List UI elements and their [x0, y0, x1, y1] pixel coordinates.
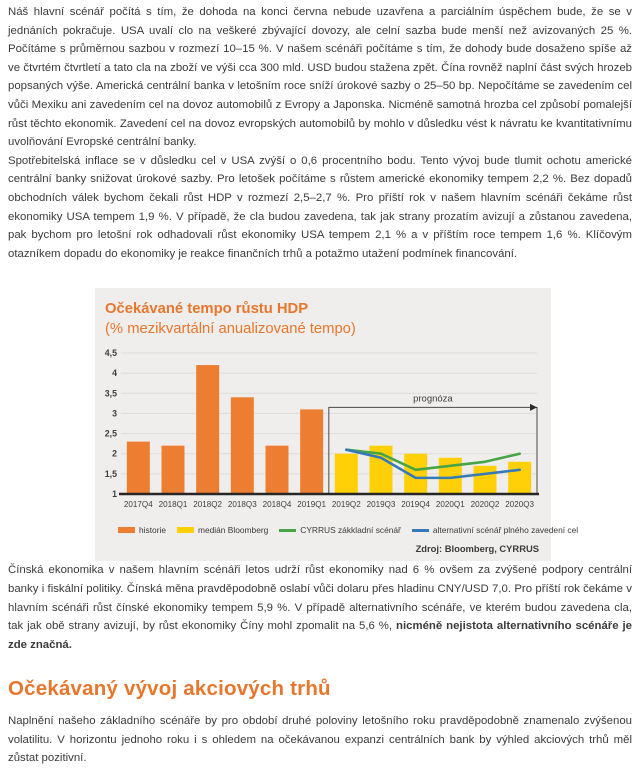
paragraph-main-scenario: Náš hlavní scénář počítá s tím, že dohoda na konci června nebude uzavřena a parciálním úspěchem bude, že se v jednáních pokračuje. USA uvalí clo na veškeré zbývající dovozy, ale celní sazba bude menší než avizovaných 25 %. Počítáme s průměrnou sazbou v rozmezí 10–15 %. V našem scénáři počítáme s tím, že dohody bude dosaženo spíše až ve čtvrtém čtvrtletí a tato cla na zboží ve výši cca 300 mld. USD budou stažena zpět. Čína rovněž naplní část svých hrozeb popsaných výše. Americká centrální banka v letošním roce sníží úrokové sazby o 25–50 bp. Nepočítáme se zavedením cel vůči Mexiku ani zavedením cel na dovoz automobilů z Evropy a Japonska. Nicméně samotná hrozba cel způsobí pomalejší růst těchto ekonomik. Zavedení cel na dovoz evropských automobilů by mohlo v důsledku vést k návratu ke kvantitativnímu uvolňování Evropské centrální banky. — [8, 6, 632, 149]
x-axis-tick-label: 2018Q2 — [193, 500, 223, 510]
x-axis-tick-label: 2019Q2 — [331, 500, 361, 510]
y-axis-tick-label: 3 — [112, 408, 117, 419]
chart-subtitle: (% mezikvartální anualizované tempo) — [105, 321, 356, 338]
y-axis-tick-label: 2 — [112, 449, 117, 460]
x-axis-tick-label: 2018Q3 — [227, 500, 257, 510]
x-axis-tick-label: 2020Q3 — [505, 500, 535, 510]
gdp-growth-chart — [95, 288, 579, 561]
paragraph-equities: Naplnění našeho základního scénáře by pro období druhé poloviny letošního roku pravděpodobně znamenalo zvýšenou volatilitu. V horizontu jednoho roku i s ohledem na očekávanou expanzi centrálních bank by výhled akciových trhů měl zůstat pozitivní. — [8, 715, 632, 765]
y-axis-tick-label: 3,5 — [104, 388, 117, 399]
legend-item — [118, 525, 166, 535]
legend-item — [412, 525, 578, 535]
x-axis-tick-label: 2018Q4 — [262, 500, 292, 510]
legend-swatch-bar — [177, 527, 194, 533]
bar — [266, 446, 289, 494]
legend-item — [177, 525, 268, 535]
y-axis-tick-label: 2,5 — [104, 428, 117, 439]
legend-label: alternativní scénář plného zavedení cel — [432, 525, 579, 536]
x-axis-tick-label: 2019Q1 — [297, 500, 327, 510]
x-axis-tick-label: 2017Q4 — [123, 500, 153, 510]
x-axis-tick-label: 2019Q4 — [401, 500, 431, 510]
legend-label: medián Bloomberg — [198, 525, 269, 536]
bar — [196, 365, 219, 494]
legend-label: historie — [139, 525, 166, 536]
y-axis-tick-label: 1,5 — [104, 469, 117, 480]
legend-label: CYRRUS zákkladní scénář — [300, 525, 401, 536]
bar — [300, 410, 323, 495]
y-axis-tick-label: 1 — [112, 489, 117, 500]
bar — [231, 398, 254, 495]
chart-title: Očekávané tempo růstu HDP — [105, 301, 309, 318]
paragraph-china-text: Čínská ekonomika v našem hlavním scénáři letos udrží růst ekonomiky nad 6 % ovšem za zvýšené podpory centrální banky i fiskální politiky. Čínská měna pravděpodobně oslabí vůči dolaru přes hladinu CNY/USD 7,0. Pro příští rok čekáme v hlavním scénáři růst čínské ekonomiky tempem 5,9 %. V případě alternativního scénáře, ve kterém budou zavedena cla, tak jak obě strany avizují, by růst ekonomiky Číny mohl zpomalit na 5,6 %, — [8, 564, 632, 633]
bar — [474, 466, 497, 494]
chart-legend — [118, 525, 579, 536]
x-axis-tick-label: 2018Q1 — [158, 500, 188, 510]
forecast-arrowhead — [530, 404, 537, 411]
legend-item — [279, 525, 401, 535]
bar — [335, 454, 358, 494]
x-axis-tick-label: 2019Q3 — [366, 500, 396, 510]
paragraph-inflation: Spotřebitelská inflace se v důsledku cel v USA zvýší o 0,6 procentního bodu. Tento vývoj bude tlumit ochotu americké centrální banky snižovat úrokové sazby. Pro letošek počítáme s růstem americké ekonomiky tempem 2,2 %. Bez dopadů obchodních válek bychom čekali růst HDP v rozmezí 2,5–2,7 %. Pro příští rok v našem hlavním scénáři čekáme růst ekonomiky USA tempem 1,9 %. V případě, že cla budou zavedena, tak jak strany prozatím avizují a zůstanou zavedena, pak bychom pro letošní rok odhadovali růst ekonomiky USA tempem 2,1 % a v příštím roce tempem 1,6 %. Klíčovým otazníkem dopadu do ekonomiky je reakce finančních trhů a potažmo utažení podmínek financování. — [8, 154, 632, 260]
x-axis-tick-label: 2020Q1 — [435, 500, 465, 510]
legend-swatch-line — [412, 529, 429, 532]
bar — [127, 442, 150, 494]
section-heading-equities: Očekávaný vývoj akciových trhů — [8, 677, 331, 701]
paragraph-china — [8, 561, 632, 654]
x-axis-tick-label: 2020Q2 — [470, 500, 500, 510]
legend-swatch-line — [279, 529, 296, 532]
legend-swatch-bar — [118, 527, 135, 533]
gdp-chart-plot — [103, 346, 543, 520]
chart-source: Zdroj: Bloomberg, CYRRUS — [415, 543, 539, 555]
paragraph-china-bold: nicméně nejistota alternativního scénáře je zde značná. — [8, 620, 632, 651]
bar — [162, 446, 185, 494]
forecast-label: prognóza — [413, 393, 453, 405]
bar — [508, 462, 531, 494]
y-axis-tick-label: 4 — [112, 368, 117, 379]
y-axis-tick-label: 4,5 — [104, 348, 117, 359]
